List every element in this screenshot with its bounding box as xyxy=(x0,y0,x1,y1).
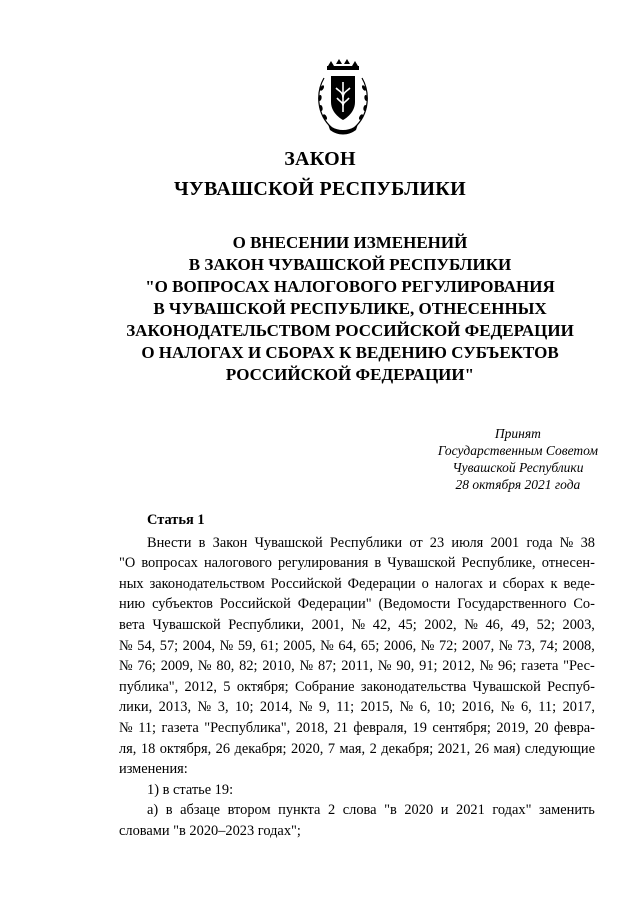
text-line: № 76; 2009, № 80, 82; 2010, № 87; 2011, № 90, 91; 2012, № 96; газета "Рес- xyxy=(119,658,595,675)
text-line: ных законодательством Российской Федерации о налогах и сборах к веде- xyxy=(119,575,595,592)
article-body xyxy=(119,510,595,842)
adoption-line: Чувашской Республики xyxy=(452,460,584,475)
subject-line: ЗАКОНОДАТЕЛЬСТВОМ РОССИЙСКОЙ ФЕДЕРАЦИИ xyxy=(126,321,574,340)
title-line-2: ЧУВАШСКОЙ РЕСПУБЛИКИ xyxy=(174,178,466,200)
subject-line: "О ВОПРОСАХ НАЛОГОВОГО РЕГУЛИРОВАНИЯ xyxy=(145,277,555,296)
text-line: "О вопросах налогового регулирования в Чувашской Республике, отнесен- xyxy=(119,555,595,572)
law-title xyxy=(0,144,640,204)
text-line: лики, 2013, № 3, 10; 2014, № 9, 11; 2015, № 6, 10; 2016, № 6, 11; 2017, xyxy=(119,699,595,716)
text-line: Внести в Закон Чувашской Республики от 23 июля 2001 года № 38 xyxy=(147,534,595,551)
title-line-1: ЗАКОН xyxy=(284,148,356,170)
subject-line: В ЗАКОН ЧУВАШСКОЙ РЕСПУБЛИКИ xyxy=(188,255,512,274)
item-1a xyxy=(119,800,595,841)
text-line: нию субъектов Российской Федерации" (Ведомости Государственного Со- xyxy=(119,596,595,613)
adoption-line: Принят xyxy=(494,426,541,441)
article-heading: Статья 1 xyxy=(147,512,205,528)
subject-line: О НАЛОГАХ И СБОРАХ К ВЕДЕНИЮ СУБЪЕКТОВ xyxy=(141,343,559,362)
text-line: № 11; газета "Республика", 2018, 21 февраля, 19 сентября; 2019, 20 февра- xyxy=(119,719,595,736)
subject-line: В ЧУВАШСКОЙ РЕСПУБЛИКЕ, ОТНЕСЕННЫХ xyxy=(153,299,547,318)
item-1: 1) в статье 19: xyxy=(147,781,234,798)
text-line: изменения: xyxy=(119,761,188,778)
text-line: а) в абзаце втором пункта 2 слова "в 2020 и 2021 годах" заменить xyxy=(147,802,595,819)
adoption-note xyxy=(438,425,598,493)
text-line: публика", 2012, 5 октября; Собрание законодательства Чувашской Респуб- xyxy=(119,678,595,695)
coat-of-arms-emblem xyxy=(314,58,372,138)
subject-line: О ВНЕСЕНИИ ИЗМЕНЕНИЙ xyxy=(232,233,468,252)
adoption-line: Государственным Советом xyxy=(437,443,598,458)
text-line: словами "в 2020–2023 годах"; xyxy=(119,822,301,839)
text-line: вета Чувашской Республики, 2001, № 42, 45; 2002, № 46, 49, 52; 2003, xyxy=(119,616,595,633)
text-line: ля, 18 октября, 26 декабря; 2020, 7 мая, 2 декабря; 2021, 26 мая) следующие xyxy=(119,740,595,757)
law-subject-heading xyxy=(60,232,640,386)
article-paragraph xyxy=(119,533,595,780)
text-line: № 54, 57; 2004, № 59, 61; 2005, № 64, 65; 2006, № 72; 2007, № 73, 74; 2008, xyxy=(119,637,595,654)
subject-line: РОССИЙСКОЙ ФЕДЕРАЦИИ" xyxy=(225,365,475,384)
adoption-date: 28 октября 2021 года xyxy=(455,477,581,492)
